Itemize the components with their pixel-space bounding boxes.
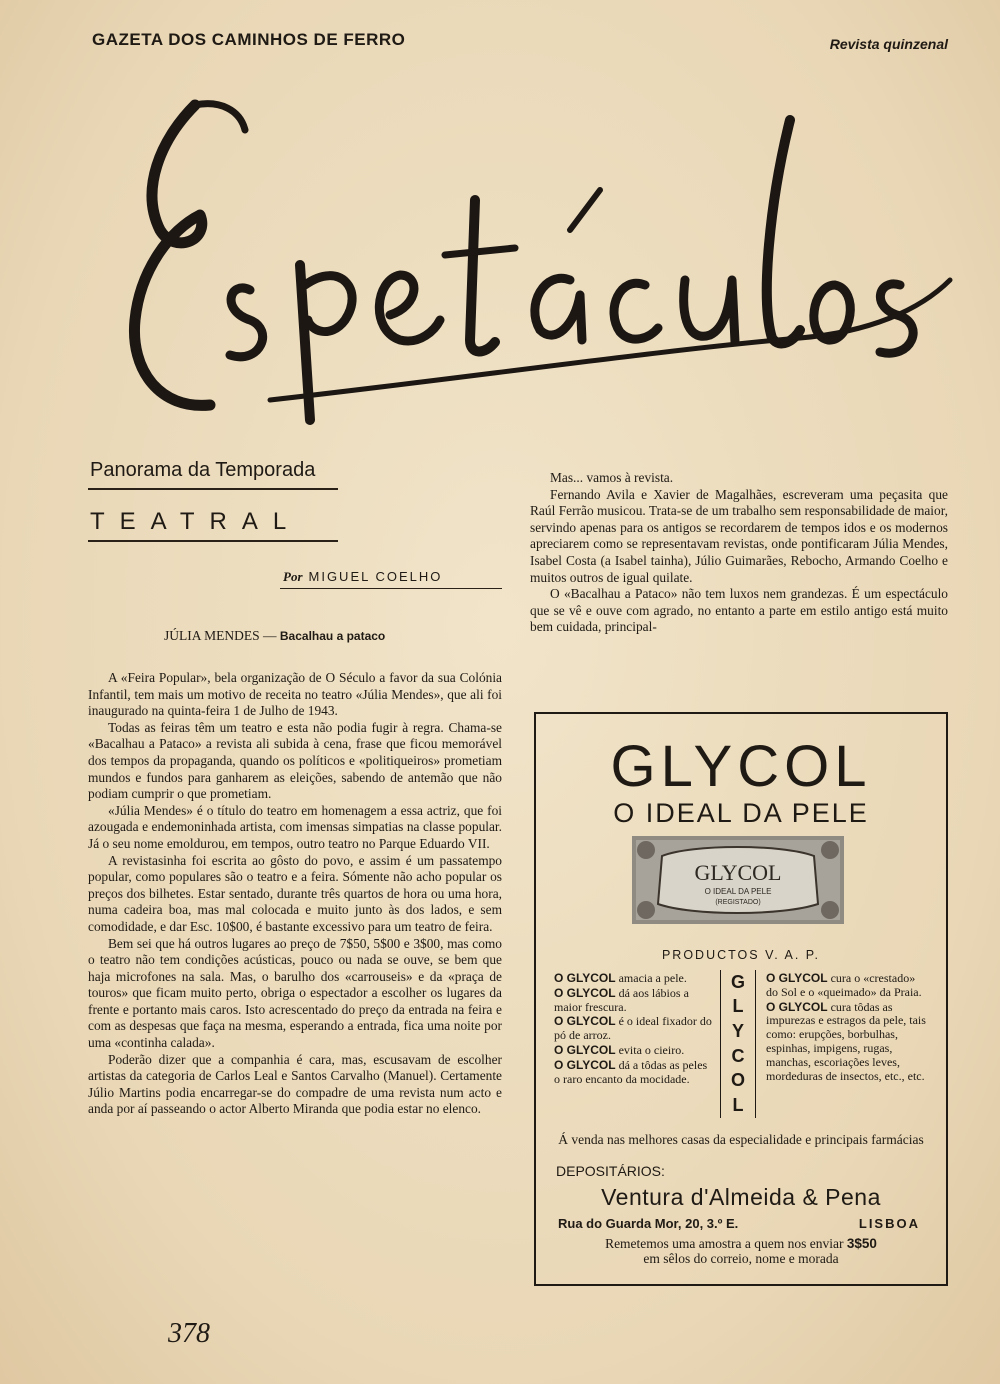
section-title-lettering — [100, 80, 960, 440]
subhead-show: Bacalhau a pataco — [279, 629, 386, 643]
subhead-theatre: JÚLIA MENDES — — [164, 628, 277, 643]
byline-rule — [280, 588, 502, 589]
ad-claim: O GLYCOL é o ideal fixador do pó de arroz. — [554, 1014, 712, 1043]
article-column-right — [530, 470, 948, 636]
ad-claim: O GLYCOL cura o «crestado» do Sol e o «queimado» da Praia. — [766, 971, 922, 999]
label-registered: (REGISTADO) — [715, 899, 761, 906]
glycol-advertisement — [534, 712, 948, 1286]
article-paragraph: A «Feira Popular», bela organização de O Século a favor da sua Colónia Infantil, tem mais um motivo de receita no teatro «Júlia Mendes», que ali foi inaugurado na quinta-feira 1 de Julho de 1943. — [88, 670, 502, 719]
byline-author: MIGUEL COELHO — [308, 569, 443, 584]
article-paragraph: O «Bacalhau a Pataco» não tem luxos nem grandezas. É um espectáculo que se vê e ouve com agrado, no entanto a parte em estilo antigo está muito bem cuidada, principal- — [530, 586, 948, 635]
vertical-letter: C — [731, 1045, 745, 1066]
ad-claims-right — [766, 972, 926, 1084]
article-column-left — [88, 670, 502, 1118]
article-paragraph: Fernando Avila e Xavier de Magalhães, escreveram uma peçasita que Raúl Ferrão musicou. Trata-se de um trabalho sem responsabilidade de maior, servindo apenas para os antigos se recordarem de tempos idos e os modernos apreciarem como se representavam revistas, onde pontificaram Júlia Mendes, Isabel Costa (a Isabel tainha), Júlio Guimarães, Rebocho, Armando Coelho e muitos outros de igual quilate. — [530, 486, 948, 585]
ad-availability: Á venda nas melhores casas da especialidade e principais farmácias — [558, 1132, 924, 1147]
article-paragraph: Mas... vamos à revista. — [550, 470, 674, 485]
ad-claim: O GLYCOL dá a tôdas as peles o raro encanto da mocidade. — [554, 1057, 708, 1086]
ad-products-line: PRODUCTOS V. A. P. — [661, 948, 821, 962]
ad-vertical-brand — [720, 970, 756, 1118]
page-number: 378 — [168, 1318, 210, 1349]
publication-frequency: Revista quinzenal — [829, 36, 948, 52]
article-paragraph: Poderão dizer que a companhia é cara, mas, escusavam de escolher artistas da categoria de Carlos Leal e Santos Carvalho (Manuel). Certamente Júlio Martins podia encarregar-se do compadre de uma revista num acto e anda por aí passeando o actor Alberto Miranda que podia estar no elenco. — [88, 1051, 502, 1117]
publication-title: GAZETA DOS CAMINHOS DE FERRO — [92, 30, 406, 49]
ad-address: Rua do Guarda Mor, 20, 3.º E. — [558, 1216, 739, 1231]
ad-sample-offer: Remetemos uma amostra a quem nos enviar 3$50 em sêlos do correio, nome e morada — [605, 1236, 877, 1266]
ad-company-name: Ventura d'Almeida & Pena — [601, 1184, 881, 1210]
article-kicker: Panorama da Temporada — [90, 459, 316, 481]
vertical-letter: G — [730, 971, 745, 992]
vertical-letter: L — [732, 996, 744, 1017]
vertical-letter: O — [730, 1070, 745, 1091]
byline — [283, 569, 442, 585]
label-sub: O IDEAL DA PELE — [704, 887, 772, 896]
ad-claim: O GLYCOL amacia a pele. — [554, 971, 687, 985]
ad-claim: O GLYCOL evita o cieiro. — [554, 1042, 685, 1057]
ad-city: LISBOA — [858, 1216, 920, 1231]
ad-tagline: O IDEAL DA PELE — [613, 798, 869, 828]
article-paragraph: Todas as feiras têm um teatro e esta não podia fugir à regra. Chama-se «Bacalhau a Pataco» a revista ali subida à cena, frase que ficou memorável dos tempos da propaganda, quando os políticos e «politiqueiros» prometiam mundos e fundos para ganharem as eleições, sabendo de antemão que não podiam cumprir o que prometiam. — [88, 719, 502, 802]
article-subhead — [164, 628, 385, 644]
byline-prefix: Por — [283, 569, 303, 584]
article-paragraph: A revistasinha foi escrita ao gôsto do povo, e assim é um passatempo popular, como populares são o teatro e a feira. Sómente não acho popular os preços dos bilhetes. Estar sentado, durante três quartos de hora ou uma hora, numa cadeira boa, mas mal colocada e muito junto às dos lados, e sem comodidade, e dar Esc. 10$00, é bastante excessivo para um teatro de feira. — [88, 852, 502, 934]
ad-claim: O GLYCOL dá aos lábios a maior frescura. — [554, 985, 689, 1014]
ad-depositarios-label: DEPOSITÁRIOS: — [556, 1163, 665, 1179]
teatral-rule — [88, 540, 338, 542]
article-kicker-secondary: TEATRAL — [90, 508, 302, 535]
article-paragraph: Bem sei que há outros lugares ao preço de 7$50, 5$00 e 3$00, mas como o teatro não tem condições acústicas, pouco ou nada se ouve, se bem que haja microfones na sala. Mas, o barulho dos «carrouseis» e da «praça de touros» que ficam muito perto, obriga o espectador a escolher os lugares da frente e portanto mais caros. Isto acrescentado do preço da entrada na feira e com as despesas que faça na mesma, esperando a entrada, fica uma noite por uma «continha calada». — [88, 935, 502, 1051]
kicker-rule — [88, 488, 338, 490]
label-brand: GLYCOL — [694, 860, 782, 885]
vertical-letter: L — [732, 1095, 744, 1116]
product-label-image — [632, 836, 844, 924]
article-paragraph: «Júlia Mendes» é o título do teatro em homenagem a essa actriz, que foi azougada e endemoninhada artista, com imensas simpatias na classe popular. Já o seu nome emoldurou, em tempos, outro teatro no Parque Eduardo VII. — [88, 802, 502, 851]
ad-claims-left — [554, 972, 714, 1087]
ad-sample-price: 3$50 — [846, 1236, 877, 1251]
ad-claim: O GLYCOL cura tôdas as impurezas e estragos da pele, tais como: erupções, borbulhas, espinhas, impigens, rugas, manchas, escoriações leves, mordeduras de insectos, etc., etc. — [766, 999, 926, 1083]
vertical-letter: Y — [731, 1021, 744, 1042]
ad-brand: GLYCOL — [610, 734, 872, 799]
